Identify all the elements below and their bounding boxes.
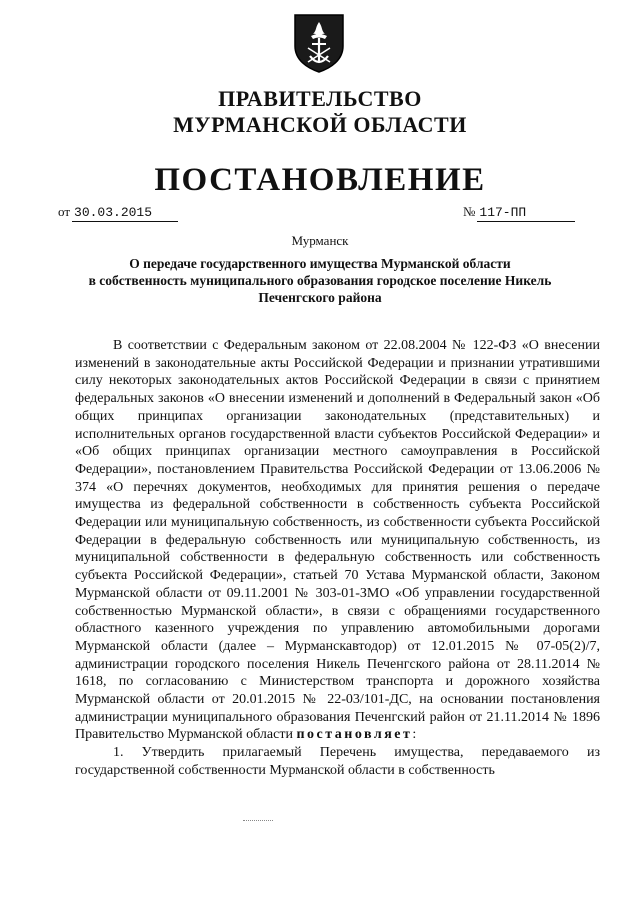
decree-date (58, 204, 178, 222)
government-title-line1: ПРАВИТЕЛЬСТВО (218, 86, 422, 111)
date-prefix: от (58, 204, 71, 219)
scan-artifact (243, 820, 273, 824)
decree-number (463, 204, 575, 222)
preamble-text: В соответствии с Федеральным законом от 22.08.2004 № 122-ФЗ «О внесении изменений в законодательные акты Российской Федерации и признании утратившими силу некоторых законодательных актов Российской Федерации в связи с принятием федеральных законов «О внесении изменений и дополнений в Федеральный закон «Об общих принципах организации законодательных (представительных) и исполнительных органов государственной власти субъектов Российской Федерации» и «Об общих принципах организации местного самоуправления в Российской Федерации», постановлением Правительства Российской Федерации от 13.06.2006 № 374 «О перечнях документов, необходимых для принятия решения о передаче имущества из федеральной собственности в собственность субъекта Российской Федерации или муниципальную собственность, из собственности субъекта Российской Федерации в федеральную собственность или муниципальную собственность, из муниципальной собственности в федеральную собственность или собственность субъекта Российской Федерации», статьей 70 Устава Мурманской области, Законом Мурманской области от 09.11.2001 № 303-01-ЗМО «Об управлении государственной собственностью Мурманской области», в связи с обращениями государственного областного казенного учреждения по управлению автомобильными дорогами Мурманской области (далее – Мурманскавтодор) от 12.01.2015 № 07-05(2)/7, администрации городского поселения Никель Печенгского района от 28.11.2014 № 1618, по согласованию с Министерством транспорта и дорожного хозяйства Мурманской области от 20.01.2015 № 22-03/101-ДС, на основании постановления администрации муниципального образования Печенгский район от 21.11.2014 № 1896 Правительство Мурманской области (75, 338, 600, 743)
date-value: 30.03.2015 (72, 205, 178, 222)
body-paragraph-preamble (75, 337, 600, 744)
body-paragraph-item1: 1. Утвердить прилагаемый Перечень имущества, передаваемого из государственной собственности Мурманской области в собственность (75, 745, 600, 778)
resolution-verb: постановляет (296, 727, 413, 743)
decree-body (75, 337, 600, 780)
government-title-line2: МУРМАНСКОЙ ОБЛАСТИ (173, 112, 467, 137)
number-prefix: № (463, 204, 476, 219)
decree-subject (60, 255, 580, 306)
subject-line: Печенгского района (258, 290, 382, 305)
subject-line: О передаче государственного имущества Мурманской области (129, 256, 511, 271)
coat-of-arms-icon (291, 12, 347, 74)
subject-line: в собственность муниципального образования городское поселение Никель (88, 273, 552, 288)
city-name: Мурманск (291, 233, 349, 248)
resolution-colon: : (412, 727, 417, 743)
document-type-title: ПОСТАНОВЛЕНИЕ (154, 162, 486, 198)
number-value: 117-ПП (477, 205, 575, 222)
